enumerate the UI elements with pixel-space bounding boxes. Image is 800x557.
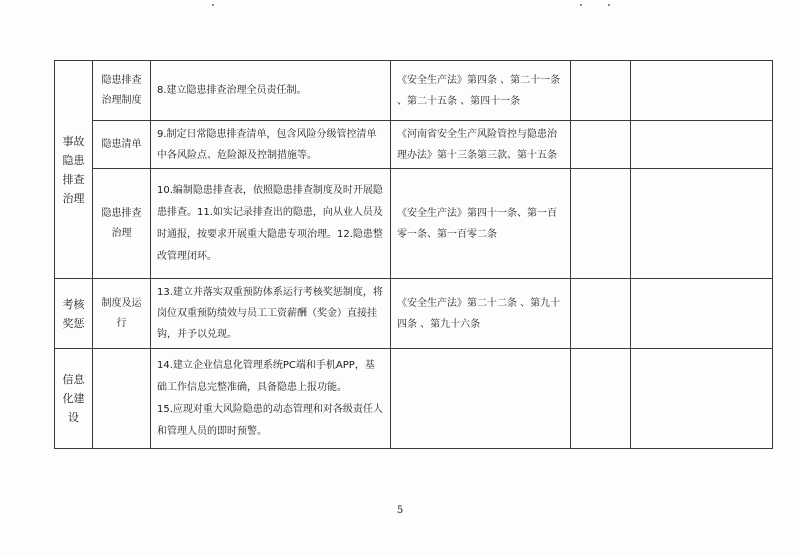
- legal-basis-cell: 《安全生产法》第四条 、第二十一条 、第二十五条 、第四十一条: [391, 61, 571, 121]
- empty-cell: [631, 169, 773, 279]
- empty-cell: [631, 349, 773, 449]
- scan-speck: [580, 4, 582, 6]
- category-cell: [55, 279, 93, 349]
- table-row: [55, 279, 773, 349]
- table-row: [55, 169, 773, 279]
- legal-basis-cell: [391, 349, 571, 449]
- category-label: 事故隐患排查治理: [62, 134, 85, 205]
- empty-cell: [571, 61, 631, 121]
- inspection-table: [54, 60, 773, 449]
- page-number: 5: [396, 505, 404, 516]
- category-cell: [55, 349, 93, 449]
- subcategory-cell: [93, 349, 151, 449]
- scan-speck: [608, 4, 610, 6]
- requirement-line: 15.应现对重大风险隐患的动态管理和对各级责任人和管理人员的即时预警。: [157, 403, 383, 437]
- category-label: 考核奖惩: [62, 297, 85, 330]
- legal-basis-cell: 《安全生产法》第四十一条、第一百零一条、第一百零二条: [391, 169, 571, 279]
- empty-cell: [571, 279, 631, 349]
- table-row: [55, 349, 773, 449]
- requirement-cell: 8.建立隐患排查治理全员责任制。: [151, 61, 391, 121]
- requirement-cell: [151, 349, 391, 449]
- empty-cell: [571, 169, 631, 279]
- empty-cell: [631, 279, 773, 349]
- empty-cell: [571, 121, 631, 169]
- requirement-line: 14.建立企业信息化管理系统PC端和手机APP，基础工作信息完整准确，具备隐患上报功能。: [157, 359, 375, 393]
- legal-basis-cell: 《安全生产法》第二十二条 、第九十四条 、第九十六条: [391, 279, 571, 349]
- category-cell: [55, 61, 93, 279]
- subcategory-cell: 制度及运行: [93, 279, 151, 349]
- scan-speck: [212, 4, 214, 6]
- category-label: 信息化建设: [62, 373, 85, 424]
- requirement-cell: 9.制定日常隐患排查清单，包含风险分级管控清单中各风险点、危险源及控制措施等。: [151, 121, 391, 169]
- table-row: [55, 121, 773, 169]
- empty-cell: [631, 61, 773, 121]
- empty-cell: [631, 121, 773, 169]
- subcategory-cell: 隐患排查治理制度: [93, 61, 151, 121]
- subcategory-cell: 隐患排查治理: [93, 169, 151, 279]
- table-row: [55, 61, 773, 121]
- requirement-cell: 10.编制隐患排查表，依照隐患排查制度及时开展隐患排查。11.如实记录排查出的隐患，向从业人员及时通报，按要求开展重大隐患专项治理。12.隐患整改管理闭环。: [151, 169, 391, 279]
- requirement-cell: 13.建立并落实双重预防体系运行考核奖惩制度，将岗位双重预防绩效与员工工资薪酬（奖金）直接挂钩，并予以兑现。: [151, 279, 391, 349]
- empty-cell: [571, 349, 631, 449]
- subcategory-cell: 隐患清单: [93, 121, 151, 169]
- legal-basis-cell: 《河南省安全生产风险管控与隐患治理办法》第十三条第三款、第十五条: [391, 121, 571, 169]
